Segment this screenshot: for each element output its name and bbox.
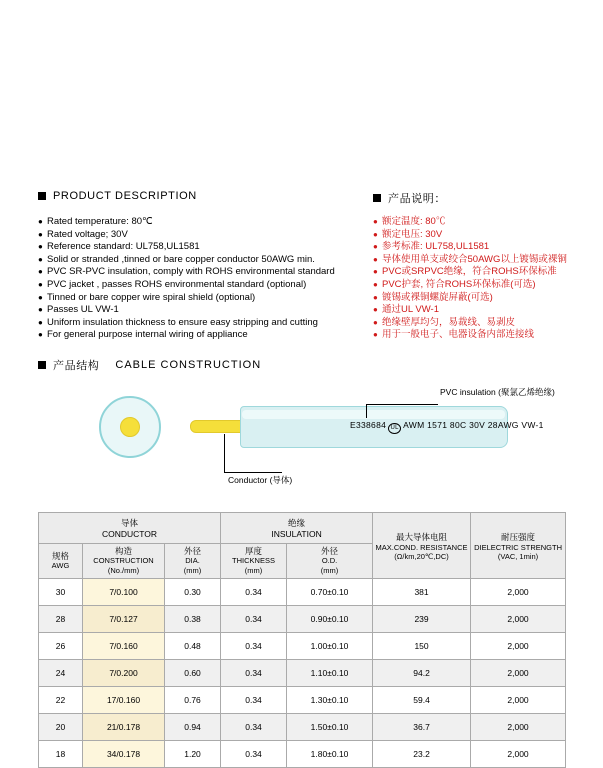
cell-strength: 2,000 xyxy=(471,579,566,606)
cell-strength: 2,000 xyxy=(471,714,566,741)
column-header-resistance-en: MAX.COND. RESISTANCE xyxy=(375,542,468,552)
ul-logo-icon: UL xyxy=(388,423,401,434)
column-header-resistance-cn: 最大导体电阻 xyxy=(396,531,448,542)
cable-construction-heading xyxy=(38,357,261,373)
column-header-thickness xyxy=(221,544,287,579)
bullet-square-icon xyxy=(38,192,46,200)
cable-print-legend xyxy=(350,420,544,433)
column-header-strength-cn: 耐压强度 xyxy=(501,531,536,542)
cell-thickness: 0.34 xyxy=(221,714,287,741)
product-description-heading-label: PRODUCT DESCRIPTION xyxy=(53,190,197,202)
column-header-awg xyxy=(39,544,83,579)
cell-dia: 0.60 xyxy=(165,660,221,687)
column-header-construction-en: CONSTRUCTION xyxy=(93,556,154,565)
list-item: ● 额定温度: 80℃ xyxy=(373,216,603,229)
cell-od: 1.80±0.10 xyxy=(287,741,373,768)
cell-construction: 21/0.178 xyxy=(83,714,165,741)
column-header-od-unit: (mm) xyxy=(320,566,339,575)
list-item: ● PVC SR-PVC insulation, comply with ROHS environmental standard xyxy=(38,266,368,279)
product-description-heading xyxy=(38,190,197,202)
cell-od: 1.30±0.10 xyxy=(287,687,373,714)
cell-thickness: 0.34 xyxy=(221,741,287,768)
cell-awg: 30 xyxy=(39,579,83,606)
cell-awg: 28 xyxy=(39,606,83,633)
cable-jacket-highlight xyxy=(242,410,505,419)
cable-diagram xyxy=(0,382,603,492)
cell-od: 0.70±0.10 xyxy=(287,579,373,606)
list-item: ● 导体使用单支或绞合50AWG以上镀锡或裸铜 xyxy=(373,254,603,267)
cell-thickness: 0.34 xyxy=(221,660,287,687)
list-item: ● PVC护套, 符合ROHS环保标准(可选) xyxy=(373,279,603,292)
leader-line-conductor-horizontal xyxy=(224,472,282,473)
leader-line-insulation-horizontal xyxy=(366,404,438,405)
cell-strength: 2,000 xyxy=(471,606,566,633)
description-list xyxy=(38,216,368,342)
table-row xyxy=(39,579,566,606)
cable-print-rating: AWM 1571 80C 30V 28AWG VW-1 xyxy=(403,420,544,430)
column-header-dia-unit: (mm) xyxy=(183,566,202,575)
cable-print-file-number: E338684 xyxy=(350,420,387,430)
list-item: ● 用于一般电子、电器设备内部连接线 xyxy=(373,329,603,342)
cable-cross-section-conductor xyxy=(120,417,140,437)
list-item: ● Uniform insulation thickness to ensure easy stripping and cutting xyxy=(38,317,368,330)
cell-dia: 0.94 xyxy=(165,714,221,741)
list-item: ● 参考标准: UL758,UL1581 xyxy=(373,241,603,254)
cell-resistance: 381 xyxy=(373,579,471,606)
cell-od: 1.00±0.10 xyxy=(287,633,373,660)
cell-resistance: 94.2 xyxy=(373,660,471,687)
list-item: ● Passes UL VW-1 xyxy=(38,304,368,317)
cell-resistance: 59.4 xyxy=(373,687,471,714)
cell-thickness: 0.34 xyxy=(221,579,287,606)
column-header-thickness-unit: (mm) xyxy=(244,566,263,575)
column-header-dia-en: DIA. xyxy=(185,556,200,565)
table-row xyxy=(39,741,566,768)
table-row xyxy=(39,660,566,687)
table-row xyxy=(39,633,566,660)
cell-awg: 20 xyxy=(39,714,83,741)
table-row xyxy=(39,687,566,714)
cell-resistance: 239 xyxy=(373,606,471,633)
cable-construction-heading-en: CABLE CONSTRUCTION xyxy=(115,359,262,371)
cell-construction: 7/0.100 xyxy=(83,579,165,606)
cell-od: 1.10±0.10 xyxy=(287,660,373,687)
list-item: ● Solid or stranded ,tinned or bare copper conductor 50AWG min. xyxy=(38,254,368,267)
cell-dia: 0.30 xyxy=(165,579,221,606)
column-header-awg-cn: 规格 xyxy=(51,551,69,561)
cell-dia: 0.38 xyxy=(165,606,221,633)
column-header-resistance xyxy=(373,513,471,579)
bullet-square-icon xyxy=(373,194,381,202)
list-item: ● 额定电压: 30V xyxy=(373,229,603,242)
spec-list xyxy=(373,216,603,342)
list-item: ● 绝缘壁厚均匀，易裁线、易剥皮 xyxy=(373,317,603,330)
column-header-od xyxy=(287,544,373,579)
cell-strength: 2,000 xyxy=(471,633,566,660)
product-spec-heading-label: 产品说明： xyxy=(388,193,446,205)
cell-resistance: 36.7 xyxy=(373,714,471,741)
column-header-awg-en: AWG xyxy=(51,561,70,570)
cell-awg: 18 xyxy=(39,741,83,768)
group-header-conductor-cn: 导体 xyxy=(121,518,139,528)
column-header-resistance-unit: (Ω/km,20℃,DC) xyxy=(394,551,449,561)
list-item: ● Rated temperature: 80℃ xyxy=(38,216,368,229)
cell-construction: 7/0.127 xyxy=(83,606,165,633)
column-header-construction xyxy=(83,544,165,579)
list-item: ● For general purpose internal wiring of appliance xyxy=(38,329,368,342)
list-item: ● 通过UL VW-1 xyxy=(373,304,603,317)
cell-awg: 26 xyxy=(39,633,83,660)
conductor-label: Conductor (导体) xyxy=(228,475,293,485)
cell-resistance: 23.2 xyxy=(373,741,471,768)
list-item: ● PVC或SRPVC绝缘，符合ROHS环保标准 xyxy=(373,266,603,279)
column-header-strength xyxy=(471,513,566,579)
cell-construction: 34/0.178 xyxy=(83,741,165,768)
column-header-od-cn: 外径 xyxy=(321,546,339,556)
group-header-insulation xyxy=(221,513,373,544)
column-header-strength-unit: (VAC, 1min) xyxy=(497,551,539,561)
cell-od: 0.90±0.10 xyxy=(287,606,373,633)
table-row xyxy=(39,714,566,741)
list-item: ● Rated voltage; 30V xyxy=(38,229,368,242)
cell-thickness: 0.34 xyxy=(221,606,287,633)
list-item: ● PVC jacket , passes ROHS environmental standard (optional) xyxy=(38,279,368,292)
cell-thickness: 0.34 xyxy=(221,687,287,714)
bullet-square-icon xyxy=(38,361,46,369)
group-header-conductor xyxy=(39,513,221,544)
cell-construction: 7/0.160 xyxy=(83,633,165,660)
cell-awg: 24 xyxy=(39,660,83,687)
column-header-thickness-cn: 厚度 xyxy=(245,546,263,556)
leader-line-conductor-vertical xyxy=(224,434,225,472)
cell-awg: 22 xyxy=(39,687,83,714)
list-item: ● Reference standard: UL758,UL1581 xyxy=(38,241,368,254)
cell-construction: 7/0.200 xyxy=(83,660,165,687)
cell-construction: 17/0.160 xyxy=(83,687,165,714)
table-row xyxy=(39,606,566,633)
group-header-insulation-cn: 绝缘 xyxy=(288,518,306,528)
specification-table xyxy=(38,512,566,768)
column-header-dia-cn: 外径 xyxy=(184,546,202,556)
list-item: ● 镀锡或裸铜螺旋屏蔽(可选) xyxy=(373,292,603,305)
list-item: ● Tinned or bare copper wire spiral shield (optional) xyxy=(38,292,368,305)
cell-od: 1.50±0.10 xyxy=(287,714,373,741)
column-header-dia xyxy=(165,544,221,579)
cell-strength: 2,000 xyxy=(471,687,566,714)
cell-strength: 2,000 xyxy=(471,660,566,687)
insulation-label: PVC insulation (聚氯乙烯绝缘) xyxy=(440,387,555,397)
column-header-construction-unit: (No./mm) xyxy=(107,566,140,575)
cell-dia: 0.76 xyxy=(165,687,221,714)
column-header-strength-en: DIELECTRIC STRENGTH xyxy=(474,542,562,552)
group-header-conductor-en: CONDUCTOR xyxy=(101,529,158,539)
column-header-thickness-en: THICKNESS xyxy=(232,556,275,565)
cell-resistance: 150 xyxy=(373,633,471,660)
table-group-header-row xyxy=(39,513,566,544)
cable-construction-heading-cn: 产品结构 xyxy=(53,360,100,372)
cell-strength: 2,000 xyxy=(471,741,566,768)
group-header-insulation-en: INSULATION xyxy=(271,529,322,539)
leader-line-insulation-vertical xyxy=(366,404,367,418)
product-spec-heading xyxy=(373,190,446,206)
cell-dia: 0.48 xyxy=(165,633,221,660)
cell-dia: 1.20 xyxy=(165,741,221,768)
column-header-construction-cn: 构造 xyxy=(114,546,132,556)
column-header-od-en: O.D. xyxy=(321,556,338,565)
cell-thickness: 0.34 xyxy=(221,633,287,660)
